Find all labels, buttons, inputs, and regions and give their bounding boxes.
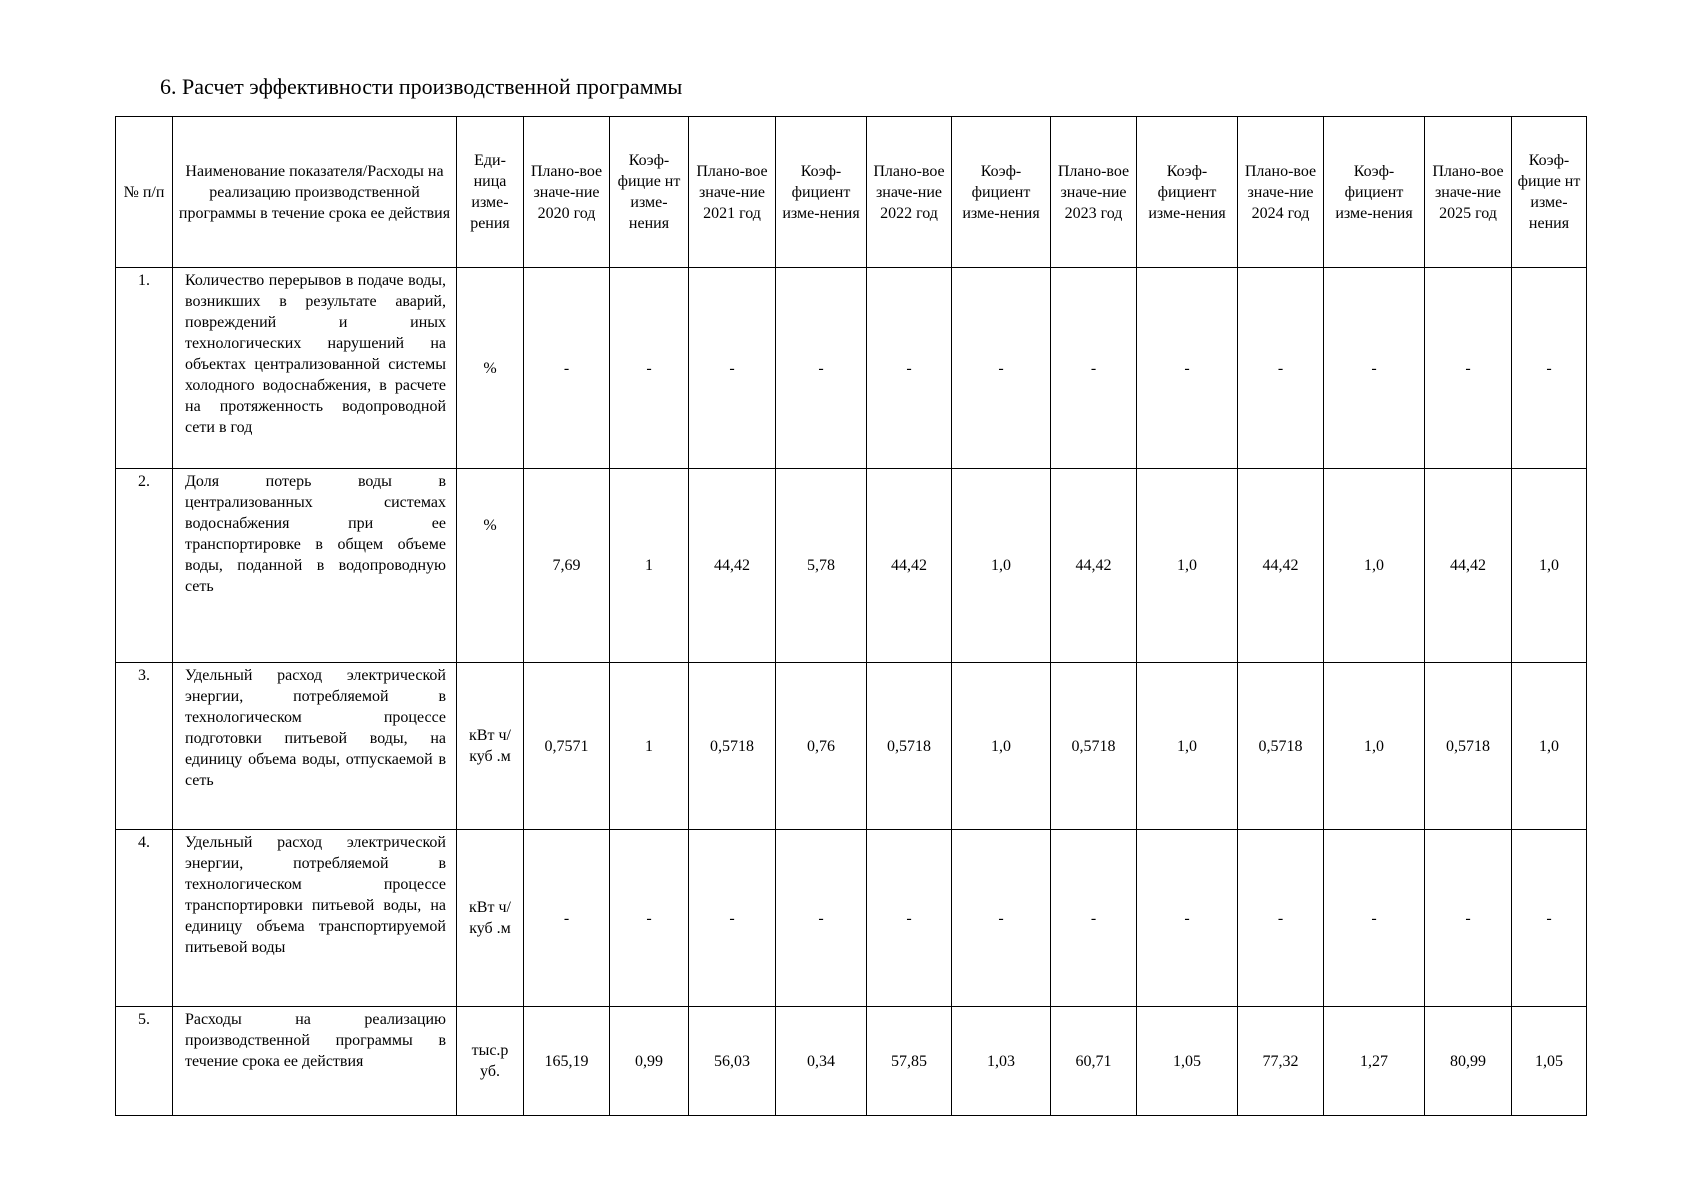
value-cell: - bbox=[1051, 268, 1137, 469]
value-cell: - bbox=[610, 268, 689, 469]
value-cell: - bbox=[776, 268, 867, 469]
value-cell: - bbox=[524, 830, 610, 1007]
value-cell: 0,7571 bbox=[524, 663, 610, 830]
unit-cell: тыс.р уб. bbox=[457, 1007, 524, 1116]
header-cell-plan-2025: Плано-вое значе-ние 2025 год bbox=[1425, 117, 1512, 268]
table-row bbox=[116, 268, 1587, 469]
value-cell: - bbox=[776, 830, 867, 1007]
indicator-name: Количество перерывов в подаче воды, возникших в результате аварий, повреждений и иных технологических нарушений на объектах централизованной системы холодного водоснабжения, в расчете на протяженность водопроводной сети в год bbox=[173, 268, 457, 469]
table-row bbox=[116, 469, 1587, 663]
indicator-name: Удельный расход электрической энергии, потребляемой в технологическом процессе транспортировки питьевой воды, на единицу объема транспортируемой питьевой воды bbox=[173, 830, 457, 1007]
indicator-name: Расходы на реализацию производственной программы в течение срока ее действия bbox=[173, 1007, 457, 1116]
indicator-name: Доля потерь воды в централизованных системах водоснабжения при ее транспортировке в общем объеме воды, поданной в водопроводную сеть bbox=[173, 469, 457, 663]
unit-cell: кВт ч/куб .м bbox=[457, 830, 524, 1007]
header-cell-coef-2020: Коэф-фицие нт изме-нения bbox=[610, 117, 689, 268]
value-cell: 44,42 bbox=[1238, 469, 1324, 663]
value-cell: 1,27 bbox=[1324, 1007, 1425, 1116]
header-cell-plan-2022: Плано-вое значе-ние 2022 год bbox=[867, 117, 952, 268]
efficiency-table bbox=[115, 116, 1587, 1116]
value-cell: - bbox=[1425, 830, 1512, 1007]
table-row bbox=[116, 663, 1587, 830]
row-number: 2. bbox=[116, 469, 173, 663]
value-cell: - bbox=[1137, 268, 1238, 469]
value-cell: - bbox=[952, 268, 1051, 469]
value-cell: 57,85 bbox=[867, 1007, 952, 1116]
header-row bbox=[116, 117, 1587, 268]
unit-cell: % bbox=[457, 268, 524, 469]
value-cell: - bbox=[610, 830, 689, 1007]
header-cell-coef-2022: Коэф-фициент изме-нения bbox=[952, 117, 1051, 268]
header-cell-num: № п/п bbox=[116, 117, 173, 268]
value-cell: 1 bbox=[610, 469, 689, 663]
value-cell: 80,99 bbox=[1425, 1007, 1512, 1116]
value-cell: 1,0 bbox=[1324, 663, 1425, 830]
value-cell: 1,05 bbox=[1512, 1007, 1587, 1116]
value-cell: - bbox=[867, 830, 952, 1007]
value-cell: 5,78 bbox=[776, 469, 867, 663]
value-cell: - bbox=[1238, 830, 1324, 1007]
value-cell: 1,03 bbox=[952, 1007, 1051, 1116]
value-cell: - bbox=[1238, 268, 1324, 469]
value-cell: 0,5718 bbox=[1051, 663, 1137, 830]
value-cell: - bbox=[689, 830, 776, 1007]
value-cell: - bbox=[867, 268, 952, 469]
header-cell-name: Наименование показателя/Расходы на реализацию производственной программы в течение срока ее действия bbox=[173, 117, 457, 268]
indicator-name: Удельный расход электрической энергии, потребляемой в технологическом процессе подготовки питьевой воды, на единицу объема воды, отпускаемой в сеть bbox=[173, 663, 457, 830]
value-cell: 44,42 bbox=[867, 469, 952, 663]
value-cell: 1,0 bbox=[1512, 469, 1587, 663]
value-cell: 0,5718 bbox=[867, 663, 952, 830]
value-cell: 1,0 bbox=[1137, 663, 1238, 830]
table-row bbox=[116, 1007, 1587, 1116]
value-cell: - bbox=[1324, 830, 1425, 1007]
header-cell-plan-2023: Плано-вое значе-ние 2023 год bbox=[1051, 117, 1137, 268]
row-number: 5. bbox=[116, 1007, 173, 1116]
value-cell: - bbox=[1512, 268, 1587, 469]
unit-cell: кВт ч/куб .м bbox=[457, 663, 524, 830]
value-cell: 60,71 bbox=[1051, 1007, 1137, 1116]
row-number: 3. bbox=[116, 663, 173, 830]
value-cell: 1,0 bbox=[1324, 469, 1425, 663]
value-cell: 44,42 bbox=[1425, 469, 1512, 663]
header-cell-plan-2024: Плано-вое значе-ние 2024 год bbox=[1238, 117, 1324, 268]
value-cell: 77,32 bbox=[1238, 1007, 1324, 1116]
value-cell: 165,19 bbox=[524, 1007, 610, 1116]
row-number: 1. bbox=[116, 268, 173, 469]
value-cell: 1,0 bbox=[952, 469, 1051, 663]
value-cell: 1 bbox=[610, 663, 689, 830]
value-cell: - bbox=[1137, 830, 1238, 1007]
value-cell: 1,0 bbox=[1512, 663, 1587, 830]
header-cell-plan-2020: Плано-вое значе-ние 2020 год bbox=[524, 117, 610, 268]
value-cell: - bbox=[524, 268, 610, 469]
value-cell: 0,34 bbox=[776, 1007, 867, 1116]
table-header bbox=[116, 117, 1587, 268]
table-row bbox=[116, 830, 1587, 1007]
header-cell-coef-2025: Коэф-фицие нт изме-нения bbox=[1512, 117, 1587, 268]
value-cell: - bbox=[1425, 268, 1512, 469]
row-number: 4. bbox=[116, 830, 173, 1007]
value-cell: - bbox=[1324, 268, 1425, 469]
value-cell: 56,03 bbox=[689, 1007, 776, 1116]
value-cell: 44,42 bbox=[689, 469, 776, 663]
header-cell-coef-2023: Коэф-фициент изме-нения bbox=[1137, 117, 1238, 268]
header-cell-unit: Еди-ница изме-рения bbox=[457, 117, 524, 268]
value-cell: 0,5718 bbox=[689, 663, 776, 830]
value-cell: 0,5718 bbox=[1425, 663, 1512, 830]
value-cell: - bbox=[689, 268, 776, 469]
header-cell-plan-2021: Плано-вое значе-ние 2021 год bbox=[689, 117, 776, 268]
table-body bbox=[116, 268, 1587, 1116]
header-cell-coef-2024: Коэф-фициент изме-нения bbox=[1324, 117, 1425, 268]
header-cell-coef-2021: Коэф-фициент изме-нения bbox=[776, 117, 867, 268]
value-cell: 0,76 bbox=[776, 663, 867, 830]
value-cell: - bbox=[952, 830, 1051, 1007]
value-cell: 1,0 bbox=[1137, 469, 1238, 663]
value-cell: - bbox=[1051, 830, 1137, 1007]
page-title: 6. Расчет эффективности производственной программы bbox=[160, 74, 683, 99]
value-cell: 1,05 bbox=[1137, 1007, 1238, 1116]
unit-cell: % bbox=[457, 469, 524, 663]
value-cell: 1,0 bbox=[952, 663, 1051, 830]
value-cell: - bbox=[1512, 830, 1587, 1007]
value-cell: 44,42 bbox=[1051, 469, 1137, 663]
value-cell: 0,5718 bbox=[1238, 663, 1324, 830]
value-cell: 7,69 bbox=[524, 469, 610, 663]
value-cell: 0,99 bbox=[610, 1007, 689, 1116]
